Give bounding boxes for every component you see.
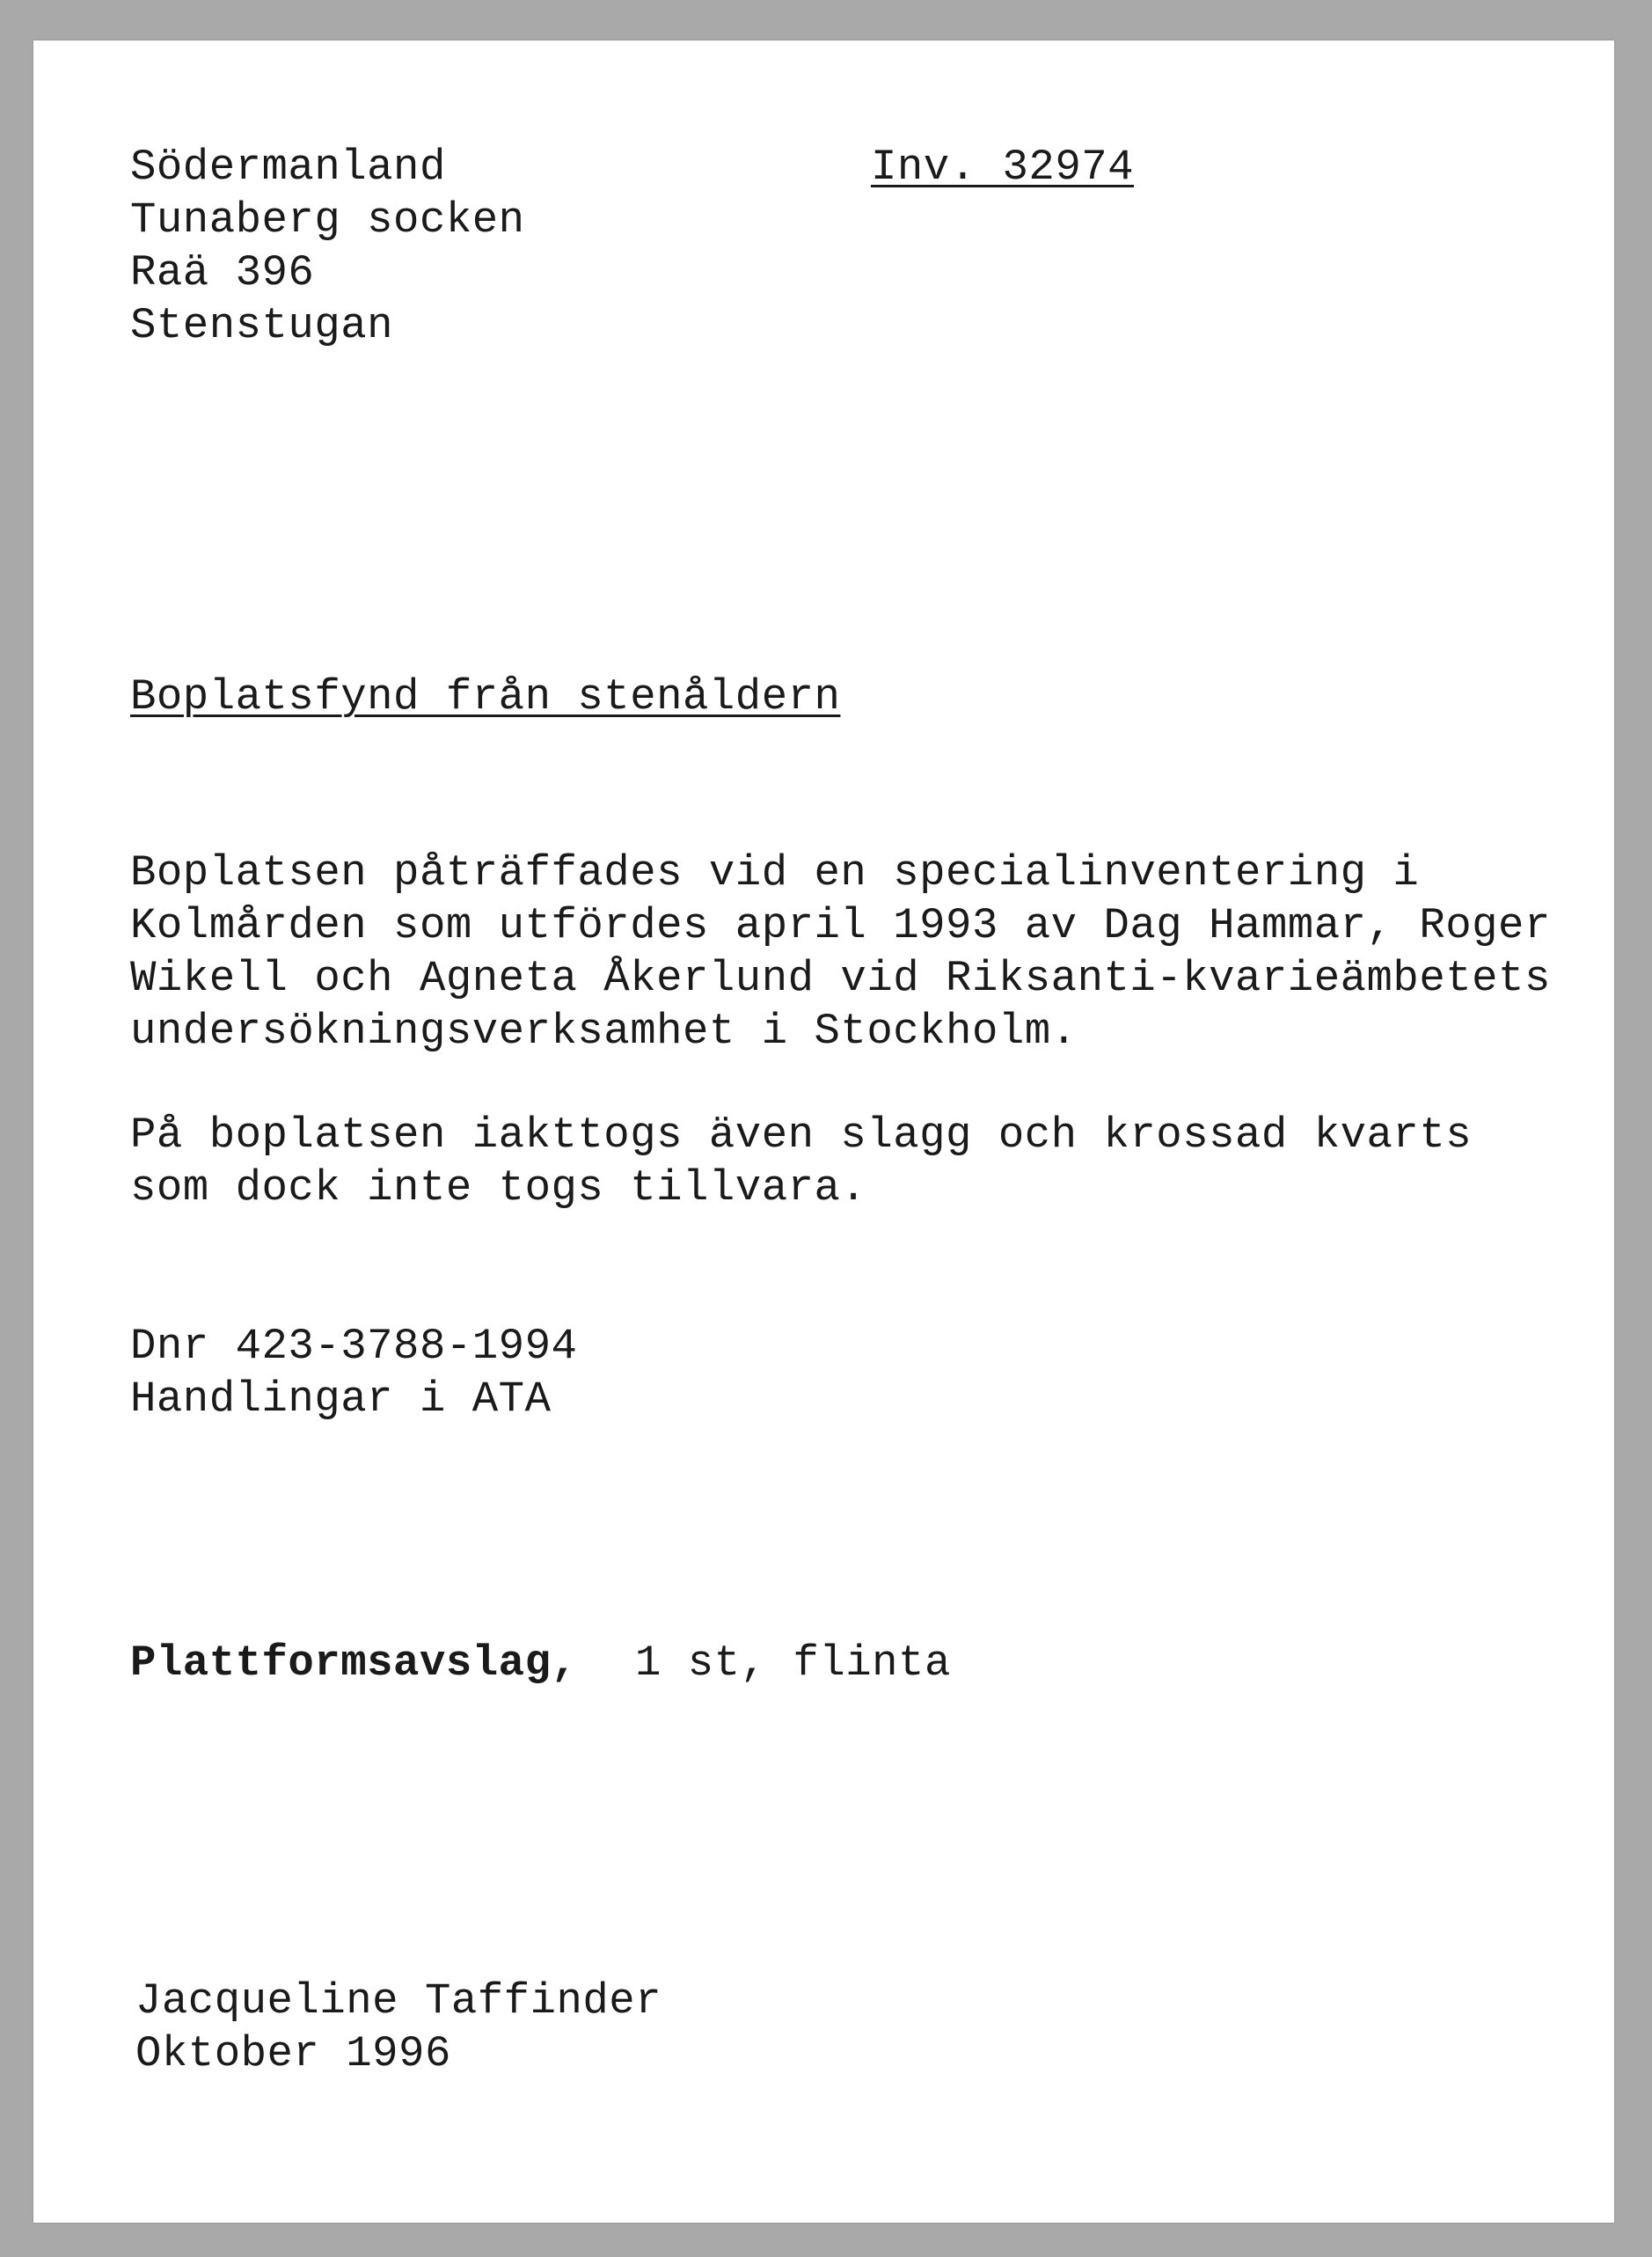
- archive-reference: Handlingar i ATA: [130, 1374, 552, 1424]
- document-page: [33, 40, 1614, 2223]
- document-title: Boplatsfynd från stenåldern: [130, 672, 841, 722]
- find-details: 1 st, flinta: [635, 1638, 951, 1688]
- find-name: Plattformsavslag,: [130, 1638, 578, 1688]
- parish-line: Tunaberg socken: [130, 195, 525, 245]
- paragraph-1-line-1: Boplatsen påträffades vid en specialinventering i: [130, 848, 1420, 898]
- paragraph-1-line-3: Wikell och Agneta Åkerlund vid Riksanti-kvarieämbetets: [130, 954, 1551, 1003]
- paragraph-1-line-2: Kolmården som utfördes april 1993 av Dag Hammar, Roger: [130, 901, 1551, 950]
- raa-number-line: Raä 396: [130, 248, 315, 297]
- author-name: Jacqueline Taffinder: [135, 1976, 662, 2026]
- document-date: Oktober 1996: [135, 2029, 451, 2078]
- paragraph-2-line-2: som dock inte togs tillvara.: [130, 1163, 867, 1213]
- paragraph-1-line-4: undersökningsverksamhet i Stockholm.: [130, 1007, 1078, 1056]
- site-name-line: Stenstugan: [130, 301, 394, 350]
- province-line: Södermanland: [130, 143, 446, 192]
- dnr-reference: Dnr 423-3788-1994: [130, 1322, 578, 1371]
- inventory-number: Inv. 32974: [871, 143, 1135, 192]
- paragraph-2-line-1: På boplatsen iakttogs även slagg och krossad kvarts: [130, 1110, 1473, 1160]
